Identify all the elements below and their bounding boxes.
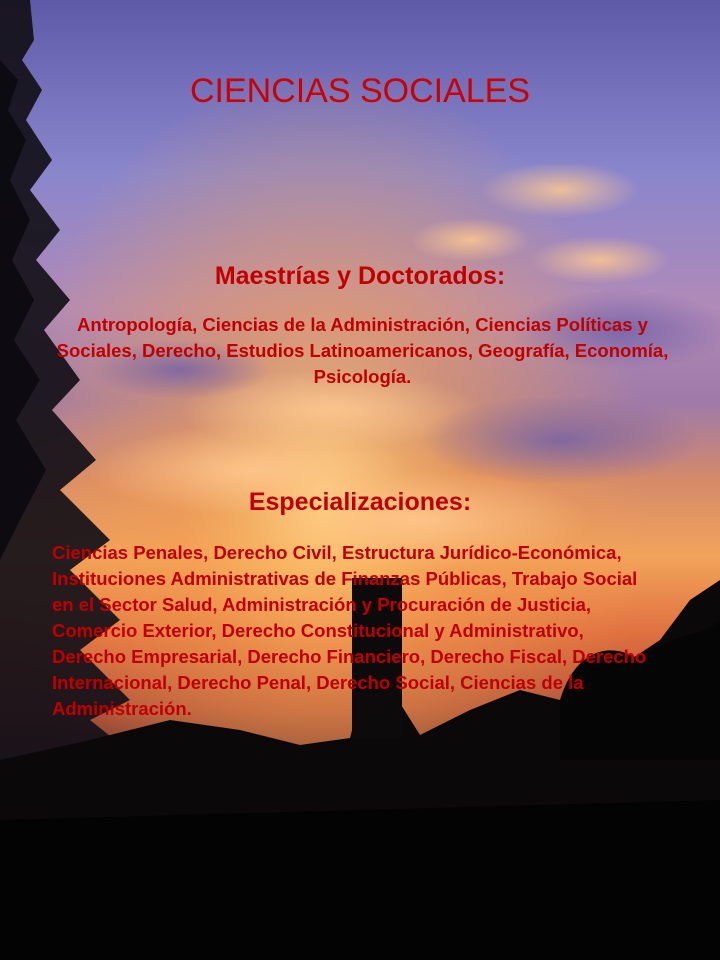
maestrias-list: Antropología, Ciencias de la Administración, Ciencias Políticas y Sociales, Derecho, Estudios Latinoamericanos, Geografía, Economía, Psicología.: [56, 314, 669, 387]
especializaciones-list: Ciencias Penales, Derecho Civil, Estructura Jurídico-Económica, Instituciones Administrativas de Finanzas Públicas, Trabajo Social en el Sector Salud, Administración y Procuración de Justicia, Comercio Exterior, Derecho Constitucional y Administrativo, Derecho Empresarial, Derecho Financiero, Derecho Fiscal, Derecho Internacional, Derecho Penal, Derecho Social, Ciencias de la Administración.: [52, 542, 647, 719]
maestrias-heading: Maestrías y Doctorados:: [214, 262, 506, 290]
especializaciones-heading: Especializaciones:: [248, 488, 472, 516]
slide-title: CIENCIAS SOCIALES: [189, 72, 531, 110]
